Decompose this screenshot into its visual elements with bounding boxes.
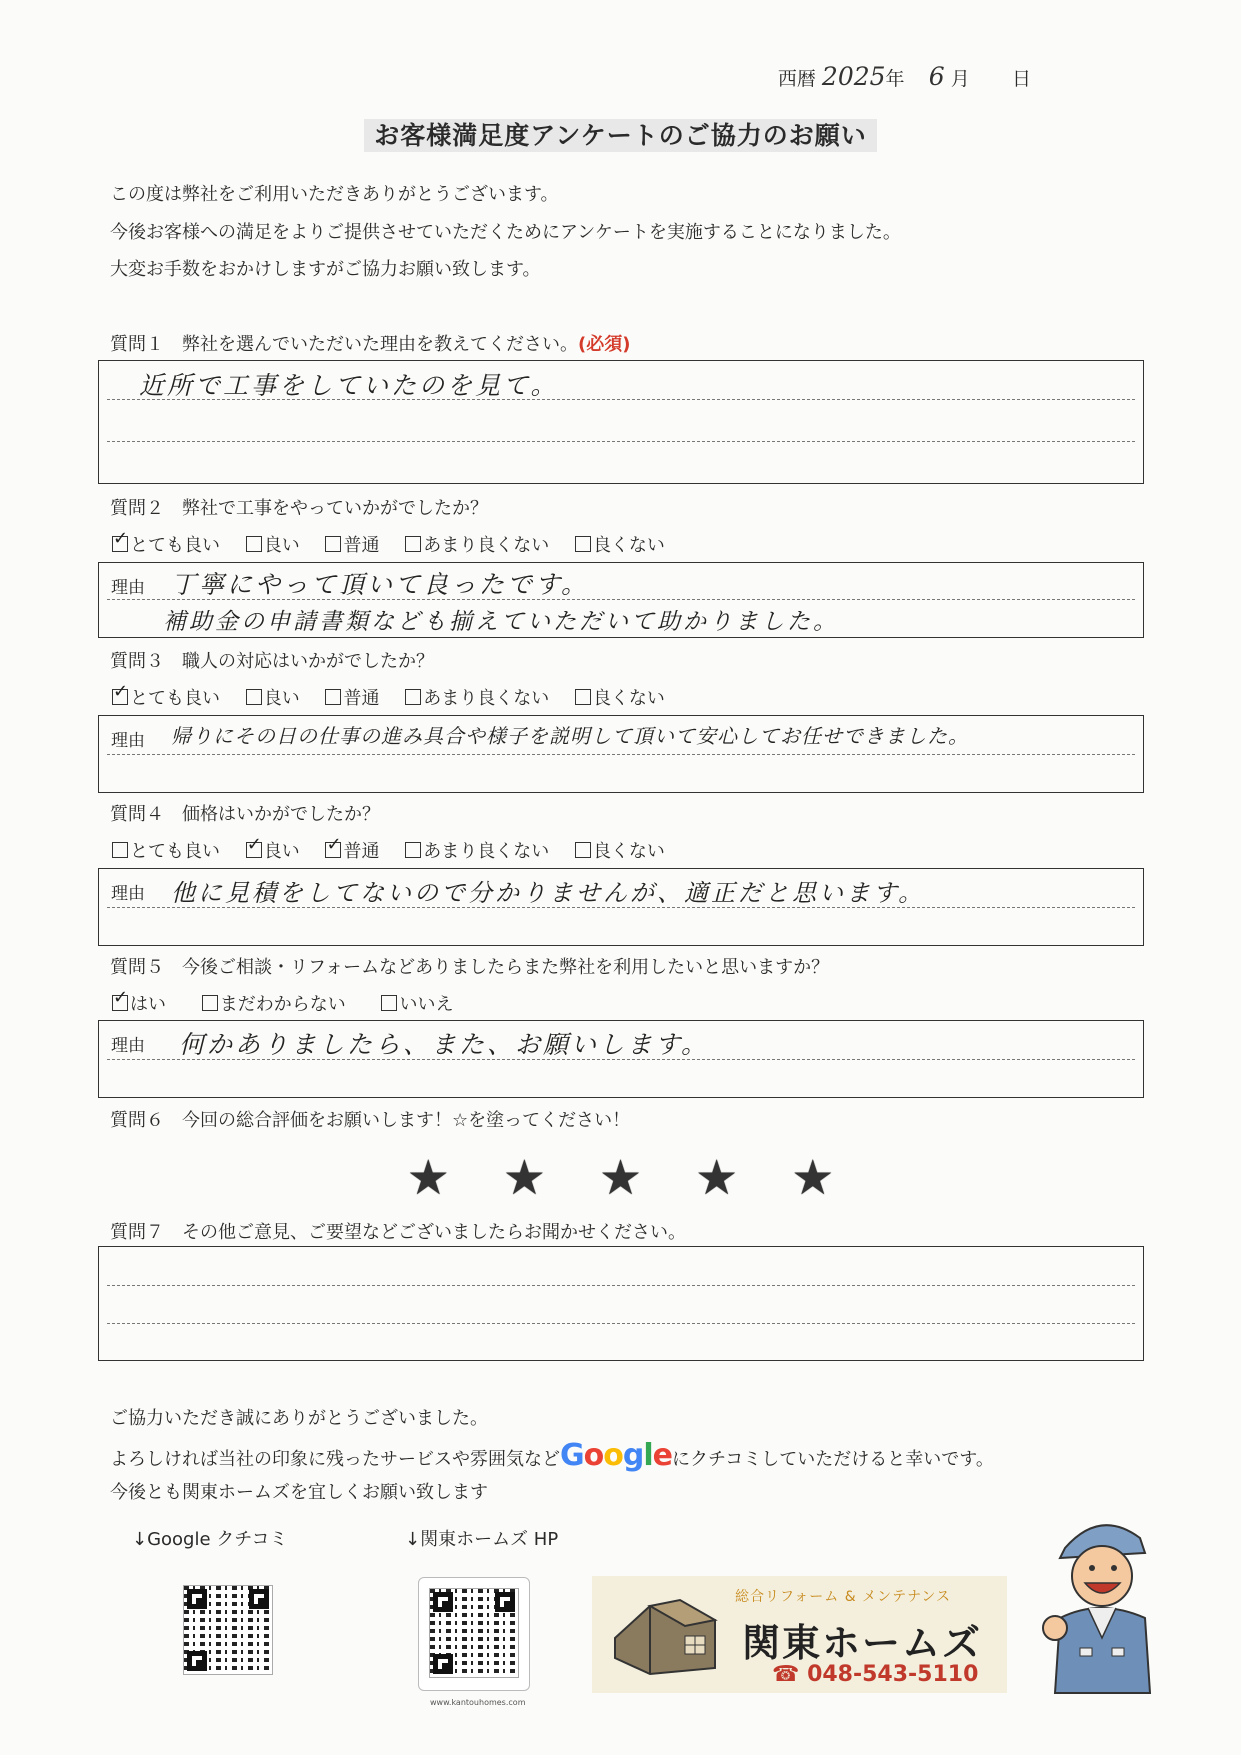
homepage-label: ↓関東ホームズ HP bbox=[405, 1529, 559, 1550]
q3-reason-box[interactable] bbox=[98, 715, 1144, 793]
phone-icon: ☎ bbox=[772, 1662, 808, 1687]
date-year[interactable]: 2025 bbox=[821, 62, 886, 91]
intro-line-1: この度は弊社をご利用いただきありがとうございます。 bbox=[110, 184, 559, 205]
q5-option-no[interactable]: いいえ bbox=[381, 990, 453, 1016]
google-review-label: ↓Google クチコミ bbox=[132, 1529, 288, 1550]
ruled-line bbox=[107, 1285, 1135, 1286]
q2-option-normal[interactable]: 普通 bbox=[325, 531, 379, 557]
q3-option-good[interactable]: 良い bbox=[246, 684, 300, 710]
q2-option-not-so-good[interactable]: あまり良くない bbox=[405, 531, 549, 557]
star-icon-3[interactable]: ★ bbox=[598, 1150, 643, 1206]
q2-answer-line-1: 丁寧にやって頂いて良ったです。 bbox=[171, 570, 590, 599]
star-icon-5[interactable]: ★ bbox=[791, 1150, 835, 1206]
footer-closing: 今後とも関東ホームズを宜しくお願い致します bbox=[110, 1482, 488, 1503]
q4-option-good[interactable]: ✓ 良い bbox=[246, 837, 300, 863]
q3-option-bad[interactable]: 良くない bbox=[575, 684, 665, 710]
homepage-url: www.kantouhomes.com bbox=[430, 1698, 526, 1707]
checkbox[interactable] bbox=[112, 842, 128, 858]
footer-google-request bbox=[110, 1438, 994, 1473]
q2-option-very-good[interactable]: ✓とても良い bbox=[112, 531, 220, 557]
q2-answer-line-2: 補助金の申請書類なども揃えていただいて助かりました。 bbox=[163, 609, 839, 635]
ruled-line bbox=[107, 754, 1135, 755]
q4-option-normal[interactable]: ✓ 普通 bbox=[325, 837, 379, 863]
checkbox-checked[interactable] bbox=[112, 995, 128, 1011]
q2-option-good[interactable]: 良い bbox=[246, 531, 300, 557]
page-title bbox=[0, 116, 1241, 152]
star-icon-2[interactable]: ★ bbox=[502, 1150, 546, 1206]
q6-label: 質問６ 今回の総合評価をお願いします！☆を塗ってください！ bbox=[110, 1110, 631, 1131]
q4-options bbox=[112, 837, 685, 863]
intro-line-3: 大変お手数をおかけしますがご協力お願い致します。 bbox=[110, 259, 541, 280]
checkbox[interactable] bbox=[575, 689, 591, 705]
checkbox[interactable] bbox=[575, 536, 591, 552]
intro-line-2: 今後お客様への満足をよりご提供させていただくためにアンケートを実施することになりました。 bbox=[110, 222, 901, 243]
date-year-suffix: 年 bbox=[885, 68, 905, 90]
q5-reason-box[interactable] bbox=[98, 1020, 1144, 1098]
star-icon-1[interactable]: ★ bbox=[406, 1150, 450, 1206]
date-month-suffix: 月 bbox=[950, 68, 970, 90]
q4-option-not-so-good[interactable]: あまり良くない bbox=[405, 837, 549, 863]
google-logo: Google bbox=[560, 1438, 673, 1473]
q1-label-text: 質問１ 弊社を選んでいただいた理由を教えてください。 bbox=[110, 334, 578, 355]
checkbox[interactable] bbox=[575, 842, 591, 858]
ruled-line bbox=[107, 441, 1135, 442]
checkbox-checked[interactable] bbox=[112, 689, 128, 705]
footer-line2-pre: よろしければ当社の印象に残ったサービスや雰囲気など bbox=[110, 1449, 560, 1470]
q5-options bbox=[112, 990, 473, 1016]
q3-option-not-so-good[interactable]: あまり良くない bbox=[405, 684, 549, 710]
q4-option-very-good[interactable]: とても良い bbox=[112, 837, 220, 863]
reason-label: 理由 bbox=[111, 731, 145, 751]
q5-option-yes[interactable]: ✓はい bbox=[112, 990, 166, 1016]
house-logo-icon bbox=[610, 1598, 720, 1676]
checkbox-checked[interactable] bbox=[325, 842, 341, 858]
q4-option-bad[interactable]: 良くない bbox=[575, 837, 665, 863]
checkbox[interactable] bbox=[325, 536, 341, 552]
homepage-qr-card[interactable] bbox=[418, 1577, 530, 1691]
star-rating bbox=[0, 1150, 1241, 1206]
date-prefix: 西暦 bbox=[777, 68, 816, 90]
checkbox[interactable] bbox=[405, 842, 421, 858]
page-title-text: お客様満足度アンケートのご協力のお願い bbox=[364, 119, 877, 152]
q5-option-undecided[interactable]: まだわからない bbox=[202, 990, 346, 1016]
reason-label: 理由 bbox=[111, 1036, 145, 1056]
checkbox[interactable] bbox=[381, 995, 397, 1011]
date-line bbox=[778, 62, 1031, 91]
q4-answer: 他に見積をしてないので分かりませんが、適正だと思います。 bbox=[171, 879, 926, 907]
phone-number-text: 048-543-5110 bbox=[807, 1662, 979, 1687]
q5-answer: 何かありましたら、また、お願いします。 bbox=[179, 1030, 710, 1059]
q2-label: 質問２ 弊社で工事をやっていかがでしたか？ bbox=[110, 498, 488, 519]
phone-number[interactable] bbox=[772, 1662, 978, 1687]
reason-label: 理由 bbox=[111, 884, 145, 904]
mascot-craftsman-icon bbox=[1040, 1508, 1160, 1698]
homepage-qr-code[interactable] bbox=[429, 1588, 519, 1678]
company-name: 関東ホームズ bbox=[742, 1621, 983, 1665]
google-review-qr-code[interactable] bbox=[183, 1585, 273, 1675]
q3-option-normal[interactable]: 普通 bbox=[325, 684, 379, 710]
company-banner bbox=[592, 1576, 1007, 1693]
q4-reason-box[interactable] bbox=[98, 868, 1144, 946]
footer-line2-post: にクチコミしていただけると幸いです。 bbox=[672, 1449, 994, 1470]
q7-label: 質問７ その他ご意見、ご要望などございましたらお聞かせください。 bbox=[110, 1222, 686, 1243]
q4-label: 質問４ 価格はいかがでしたか？ bbox=[110, 804, 380, 825]
star-icon-4[interactable]: ★ bbox=[695, 1150, 739, 1206]
q2-option-bad[interactable]: 良くない bbox=[575, 531, 665, 557]
q3-answer: 帰りにその日の仕事の進み具合や様子を説明して頂いて安心してお任せできました。 bbox=[171, 724, 969, 748]
q3-options bbox=[112, 684, 685, 710]
q1-label bbox=[110, 330, 630, 356]
q2-reason-box[interactable] bbox=[98, 562, 1144, 638]
checkbox[interactable] bbox=[246, 689, 262, 705]
q3-option-very-good[interactable]: ✓とても良い bbox=[112, 684, 220, 710]
required-badge: (必須) bbox=[578, 334, 631, 355]
reason-label: 理由 bbox=[111, 578, 145, 598]
ruled-line bbox=[107, 1323, 1135, 1324]
checkbox[interactable] bbox=[202, 995, 218, 1011]
q1-answer-box[interactable] bbox=[98, 360, 1144, 484]
checkbox-checked[interactable] bbox=[112, 536, 128, 552]
date-month[interactable]: 6 bbox=[928, 62, 945, 91]
q5-label: 質問５ 今後ご相談・リフォームなどありましたらまた弊社を利用したいと思いますか？ bbox=[110, 957, 830, 978]
checkbox[interactable] bbox=[246, 536, 262, 552]
banner-tagline: 総合リフォーム & メンテナンス bbox=[735, 1589, 951, 1605]
q1-answer: 近所で工事をしていたのを見て。 bbox=[139, 371, 559, 400]
checkbox[interactable] bbox=[405, 689, 421, 705]
checkbox[interactable] bbox=[325, 689, 341, 705]
checkbox[interactable] bbox=[405, 536, 421, 552]
checkbox-checked[interactable] bbox=[246, 842, 262, 858]
q3-label: 質問３ 職人の対応はいかがでしたか？ bbox=[110, 651, 434, 672]
q7-answer-box[interactable] bbox=[98, 1246, 1144, 1361]
footer-thanks: ご協力いただき誠にありがとうございました。 bbox=[110, 1408, 488, 1429]
q2-options bbox=[112, 531, 685, 557]
date-day-suffix: 日 bbox=[1011, 68, 1031, 90]
